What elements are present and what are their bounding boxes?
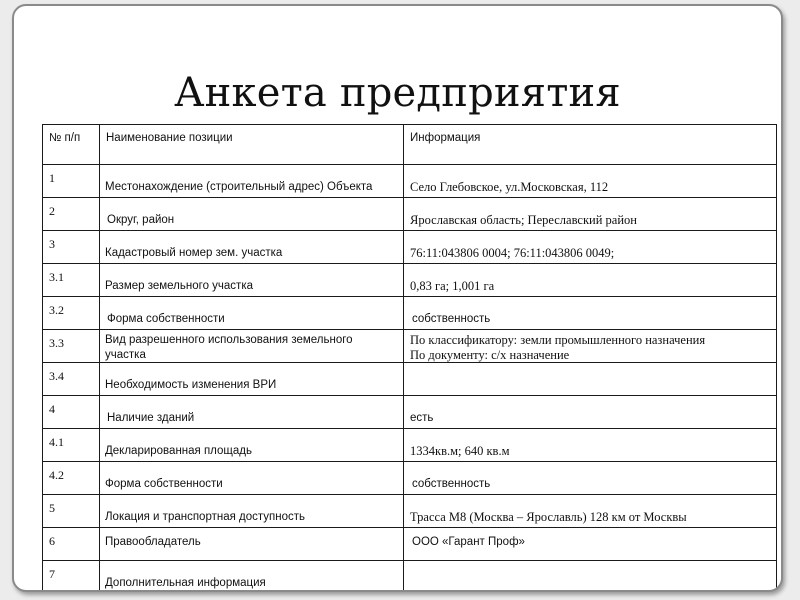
row-name: Локация и транспортная доступность — [105, 511, 306, 523]
row-num: 5 — [49, 501, 55, 515]
row-name: Форма собственности — [107, 313, 225, 325]
row-name: Кадастровый номер зем. участка — [105, 247, 283, 259]
table-row — [43, 363, 777, 396]
row-info-line1: По классификатору: земли промышленного назначения — [410, 333, 706, 347]
row-info: 1334кв.м; 640 кв.м — [410, 444, 510, 458]
table-row — [43, 264, 777, 297]
row-name: Форма собственности — [105, 478, 223, 490]
row-name: Наличие зданий — [107, 412, 195, 424]
row-name: Декларированная площадь — [105, 445, 252, 457]
table-row — [43, 462, 777, 495]
row-name: Правообладатель — [105, 536, 201, 548]
table-row — [43, 495, 777, 528]
table-row — [43, 528, 777, 561]
row-name-line2: участка — [105, 349, 146, 361]
table-row — [43, 297, 777, 330]
row-num: 2 — [49, 204, 55, 218]
row-info: Трасса М8 (Москва – Ярославль) 128 км от Москвы — [410, 510, 687, 524]
row-num: 6 — [49, 534, 55, 548]
row-num: 4.2 — [49, 468, 64, 482]
row-info: собственность — [412, 313, 491, 325]
row-name — [105, 333, 399, 363]
table-row — [43, 330, 777, 363]
header-info: Информация — [404, 125, 777, 165]
row-name: Необходимость изменения ВРИ — [105, 379, 277, 391]
table-row — [43, 198, 777, 231]
row-name: Местонахождение (строительный адрес) Объекта — [105, 181, 373, 193]
row-num: 3.1 — [49, 270, 64, 284]
row-name: Размер земельного участка — [105, 280, 253, 292]
table-row — [43, 396, 777, 429]
row-info: Село Глебовское, ул.Московская, 112 — [410, 180, 609, 194]
row-info: собственность — [412, 478, 491, 490]
row-info: есть — [410, 412, 434, 424]
row-name: Округ, район — [107, 214, 175, 226]
row-num: 4 — [49, 402, 55, 416]
row-name: Дополнительная информация — [105, 577, 266, 589]
page-title: Анкета предприятия — [174, 70, 621, 116]
table-row — [43, 429, 777, 462]
table-row — [43, 561, 777, 593]
row-info — [410, 333, 772, 363]
row-num: 4.1 — [49, 435, 64, 449]
row-num: 3.3 — [49, 336, 64, 350]
row-num: 7 — [49, 567, 55, 581]
row-info: 0,83 га; 1,001 га — [410, 279, 495, 293]
row-num: 3.4 — [49, 369, 64, 383]
row-info: Ярославская область; Переславский район — [410, 213, 637, 227]
header-num: № п/п — [43, 125, 100, 165]
row-num: 3 — [49, 237, 55, 251]
row-info: ООО «Гарант Проф» — [412, 536, 525, 548]
row-info-line2: По документу: с/х назначение — [410, 348, 570, 362]
row-info: 76:11:043806 0004; 76:11:043806 0049; — [410, 246, 615, 260]
row-num: 3.2 — [49, 303, 64, 317]
row-name-line1: Вид разрешенного использования земельного — [105, 334, 353, 346]
row-num: 1 — [49, 171, 55, 185]
header-name: Наименование позиции — [100, 125, 404, 165]
slide — [12, 4, 783, 592]
table-header-row — [43, 125, 777, 165]
table-row — [43, 231, 777, 264]
table-row — [43, 165, 777, 198]
enterprise-form-table — [42, 124, 777, 592]
